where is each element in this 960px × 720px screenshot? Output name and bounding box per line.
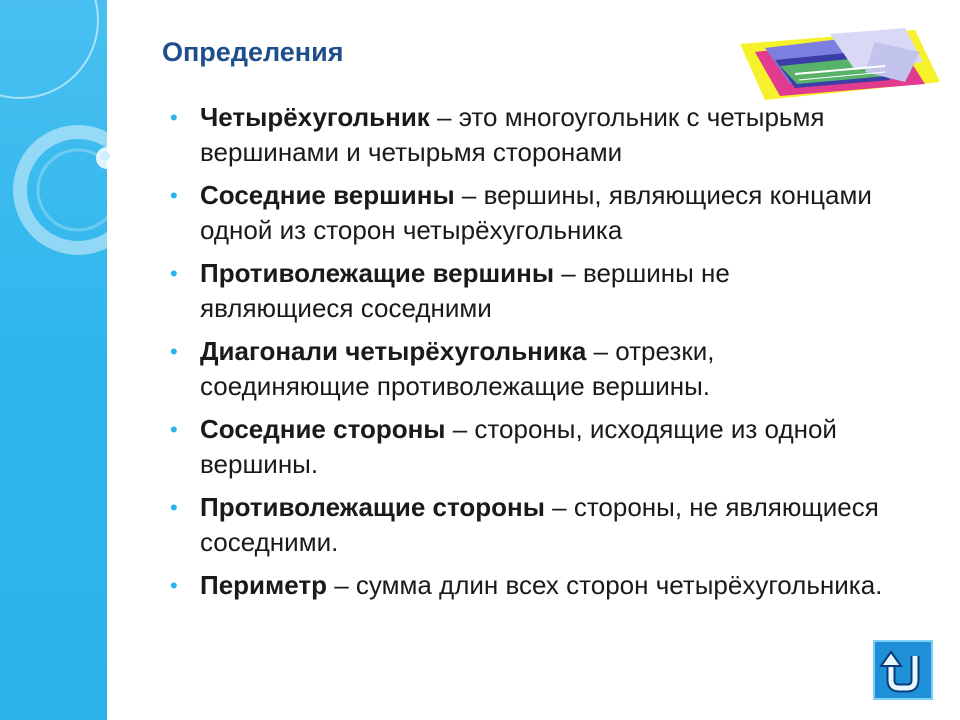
return-button[interactable] xyxy=(873,640,933,700)
definition-term: Соседние вершины xyxy=(200,180,455,210)
definition-item xyxy=(168,256,888,326)
bullet-icon: • xyxy=(170,183,178,208)
bullet-icon: • xyxy=(170,105,178,130)
definition-term: Четырёхугольник xyxy=(200,102,430,132)
definition-term: Противолежащие стороны xyxy=(200,492,545,522)
definition-item xyxy=(168,334,888,404)
definition-text: – это многоугольник с четырьмя вершинами и четырьмя сторонами xyxy=(200,102,825,167)
definition-text: – стороны, не являющиеся соседними. xyxy=(200,492,879,557)
books-illustration xyxy=(735,22,945,104)
definition-item xyxy=(168,100,888,170)
definition-text: – сумма длин всех сторон четырёхугольника. xyxy=(326,570,883,600)
definition-text: – вершины не являющиеся соседними xyxy=(200,258,730,323)
definition-term: Периметр xyxy=(200,570,327,600)
bullet-icon: • xyxy=(170,573,178,598)
definition-text: – стороны, исходящие из одной вершины. xyxy=(200,414,837,479)
definitions-list xyxy=(168,100,888,611)
bullet-icon: • xyxy=(170,339,178,364)
definition-item xyxy=(168,490,888,560)
definition-item xyxy=(168,412,888,482)
bullet-icon: • xyxy=(170,417,178,442)
definition-text: – отрезки, соединяющие противолежащие вершины. xyxy=(200,336,715,401)
definition-term: Диагонали четырёхугольника xyxy=(200,336,587,366)
bullet-icon: • xyxy=(170,261,178,286)
definition-term: Противолежащие вершины xyxy=(200,258,555,288)
bullet-icon: • xyxy=(170,495,178,520)
side-decoration-band xyxy=(0,0,107,720)
slide-title: Определения xyxy=(162,37,344,67)
definition-text: – вершины, являющиеся концами одной из сторон четырёхугольника xyxy=(200,180,872,245)
definition-item xyxy=(168,568,888,603)
definition-term: Соседние стороны xyxy=(200,414,446,444)
definition-item xyxy=(168,178,888,248)
return-arrow-icon xyxy=(875,642,931,698)
